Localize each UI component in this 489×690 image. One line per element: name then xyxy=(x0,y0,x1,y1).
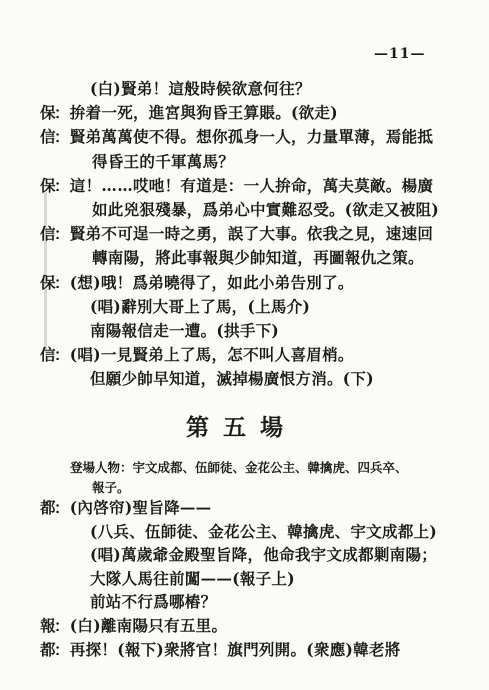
dialogue-line xyxy=(40,78,480,100)
speaker-label: 報 xyxy=(40,616,56,635)
page-number: —11— xyxy=(374,46,426,62)
dialogue-line xyxy=(40,568,480,590)
dialogue-text: ：(想)哦！爲弟曉得了，如此小弟告別了。 xyxy=(54,272,354,292)
speaker-label: 保 xyxy=(40,103,56,123)
speaker-label: 信 xyxy=(40,224,56,244)
dialogue-line xyxy=(40,126,480,148)
dialogue-line xyxy=(40,296,480,318)
dialogue-line xyxy=(40,344,480,366)
dialogue-text: (唱)萬歲爺金殿聖旨降，他命我宇文成都剿南陽； xyxy=(90,545,438,565)
dialogue-line xyxy=(40,102,480,124)
dialogue-text: 大隊人馬往前闖——(報子上) xyxy=(90,568,295,588)
dialogue-line xyxy=(40,223,480,245)
dialogue-line xyxy=(40,272,480,294)
dialogue-text: (白)賢弟！這般時候欲意何往？ xyxy=(90,79,311,98)
dialogue-line xyxy=(40,175,480,197)
dialogue-text: ：賢弟萬萬使不得。想你孤身一人，力量單薄，焉能抵 xyxy=(54,127,434,147)
dialogue-line xyxy=(40,521,480,543)
cast-list-line-2: 報子。 xyxy=(92,480,130,495)
speaker-label: 信 xyxy=(40,345,56,365)
speaker-label: 都 xyxy=(40,498,56,517)
dialogue-text: 得昏王的千軍萬馬？ xyxy=(92,151,235,171)
dialogue-text: 轉南陽，將此事報與少帥知道，再圖報仇之策。 xyxy=(92,248,424,268)
dialogue-text: ：拚着一死，進宮與狗昏王算賬。(欲走) xyxy=(54,103,338,123)
dialogue-text: ：賢弟不可逞一時之勇，誤了大事。依我之見，速速回 xyxy=(54,224,434,244)
dialogue-line xyxy=(40,368,480,390)
speaker-label: 信 xyxy=(40,127,56,147)
speaker-label: 都 xyxy=(40,639,56,659)
dialogue-line xyxy=(40,544,480,566)
dialogue-text: (唱)辭別大哥上了馬，(上馬介) xyxy=(90,296,311,316)
dialogue-text: ：再探！(報下)衆將官！旗門列開。(衆應)韓老將 xyxy=(54,639,401,659)
dialogue-text: 但願少帥早知道，滅掉楊廣恨方消。(下) xyxy=(90,369,374,389)
dialogue-line xyxy=(40,639,480,661)
dialogue-text: 如此兇狠殘暴，爲弟心中實難忍受。(欲走又被阻) xyxy=(92,200,440,219)
dialogue-text: (八兵、伍師徒、金花公主、韓擒虎、宇文成都上) xyxy=(90,521,438,541)
dialogue-text: ：(唱)一見賢弟上了馬，怎不叫人喜眉梢。 xyxy=(54,345,354,365)
dialogue-line xyxy=(40,591,480,613)
dialogue-line xyxy=(40,497,480,519)
speaker-label: 保 xyxy=(40,175,56,195)
scene-title: 第五場 xyxy=(186,414,297,441)
speaker-label: 保 xyxy=(40,272,56,292)
dialogue-line xyxy=(40,615,480,637)
dialogue-text: 南陽報信走一遭。(拱手下) xyxy=(90,321,280,340)
dialogue-text: ：(內啓帘)聖旨降—— xyxy=(54,498,212,517)
dialogue-line xyxy=(40,247,480,269)
cast-list-line-1: 登場人物：宇文成都、伍師徒、金花公主、韓擒虎、四兵卒、 xyxy=(70,460,408,475)
dialogue-line xyxy=(40,151,480,173)
dialogue-line xyxy=(40,199,480,221)
dialogue-text: 前站不行爲哪樁？ xyxy=(90,592,217,612)
dialogue-text: ：(白)離南陽只有五里。 xyxy=(54,616,228,635)
dialogue-text: ：這！……哎吔！有道是：一人拚命，萬夫莫敵。楊廣 xyxy=(54,175,434,195)
dialogue-line xyxy=(40,320,480,342)
